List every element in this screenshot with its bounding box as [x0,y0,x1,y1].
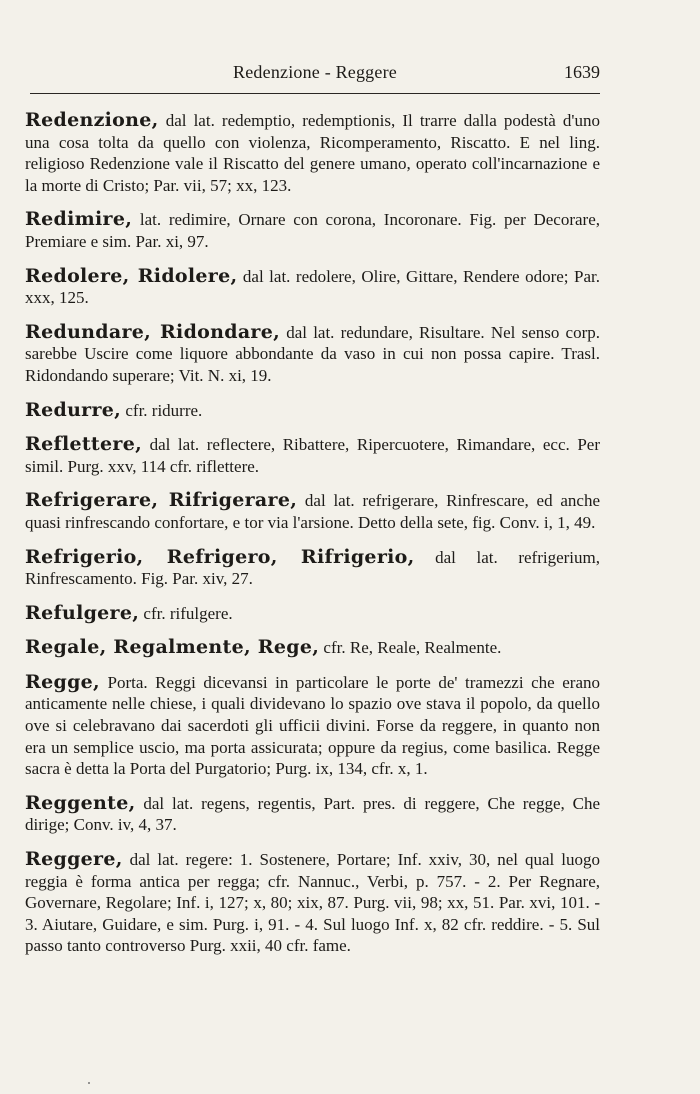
entry-regale [25,637,600,659]
entry-text: dal lat. redemptio, redemptionis, Il trarre dalla podestà d'uno una cosa tolta da quello con violenza, Ricomperamento, Riscatto. E nel ling. religioso Redenzione vale il Riscatto del genere umano, operato coll'incarnazione e la morte di Cristo; Par. vii, 57; xx, 123. [25,111,600,195]
entry-redundare [25,322,600,387]
entry-text: dal lat. refrigerium, Rinfrescamento. Fig. Par. xiv, 27. [25,547,600,589]
entry-text: cfr. ridurre. [121,400,203,420]
entry-redurre [25,400,600,422]
page-speck [88,1082,90,1084]
header-title: Redenzione - Reggere [233,62,397,82]
page-number: 1639 [564,62,600,82]
headword: Redenzione, [25,109,159,131]
headword: Redundare, Ridondare, [25,320,281,343]
running-header [30,62,600,86]
entry-reggente [25,793,600,836]
entry-redolere [25,266,600,309]
entry-redimire [25,209,600,252]
entry-regge [25,672,600,780]
entry-reggere [25,849,600,957]
entry-text: Porta. Reggi dicevansi in particolare le porte de' tramezzi che erano anticamente nelle chiese, i quali dividevano lo spazio ove stava il popolo, da quello ove si celebravano dai sacerdoti gli ufficii divini. Forse da reggere, in quanto non era un semplice uscio, ma porta assicurata; oppure da regius, come basilica. Regge sacra è detta la Porta del Purgatorio; Purg. ix, 134, cfr. x, 1. [25,672,600,779]
entry-text: lat. redimire, Ornare con corona, Incoronare. Fig. per Decorare, Premiare e sim. Par. xi, 97. [25,210,600,251]
headword: Redimire, [25,208,133,231]
headword: Refulgere, [25,601,140,624]
entry-refulgere [25,603,600,625]
entry-refrigerare [25,490,600,533]
entries-column [25,110,600,970]
entry-reflettere [25,434,600,477]
entry-text: cfr. Re, Reale, Realmente. [319,638,502,658]
headword: Reggente, [25,791,136,814]
headword: Reflettere, [25,433,143,456]
headword: Redurre, [25,398,122,421]
entry-text: dal lat. refrigerare, Rinfrescare, ed anche quasi rinfrescando confortare, e tor via l'arsione. Detto della sete, fig. Conv. i, 1, 49. [25,491,600,532]
headword: Redolere, Ridolere, [25,264,238,287]
entry-text: dal lat. redolere, Olire, Gittare, Rendere odore; Par. xxx, 125. [25,266,601,308]
entry-text: dal lat. redundare, Risultare. Nel senso corp. sarebbe Uscire come liquore abbondante da vaso in cui non possa capire. Trasl. Ridondando superare; Vit. N. xi, 19. [25,322,600,385]
headword: Regale, Regalmente, Rege, [25,636,320,659]
headword: Refrigerio, Refrigero, Rifrigerio, [25,545,415,568]
entry-text: dal lat. regere: 1. Sostenere, Portare; Inf. xxiv, 30, nel qual luogo reggia è forma antica per regga; cfr. Nannuc., Verbi, p. 757. - 2. Per Regnare, Governare, Regolare; Inf. i, 127; x, 80; xix, 87. Purg. vii, 98; xx, 51. Par. xvi, 101. - 3. Aiutare, Guidare, e sim. Purg. i, 91. - 4. Sul luogo Inf. x, 82 cfr. reddire. - 5. Sul passo tanto controverso Purg. xxii, 40 cfr. fame. [25,850,600,956]
headword: Reggere, [25,848,123,871]
entry-text: cfr. rifulgere. [139,603,233,623]
entry-text: dal lat. regens, regentis, Part. pres. di reggere, Che regge, Che dirige; Conv. iv, 4, 37. [25,793,600,835]
header-rule [30,93,600,94]
entry-text: dal lat. reflectere, Ribattere, Ripercuotere, Rimandare, ecc. Per simil. Purg. xxv, 114 cfr. riflettere. [25,435,600,476]
entry-redenzione [25,110,600,196]
headword: Regge, [25,670,100,693]
entry-refrigerio [25,547,600,590]
headword: Refrigerare, Rifrigerare, [25,489,298,512]
